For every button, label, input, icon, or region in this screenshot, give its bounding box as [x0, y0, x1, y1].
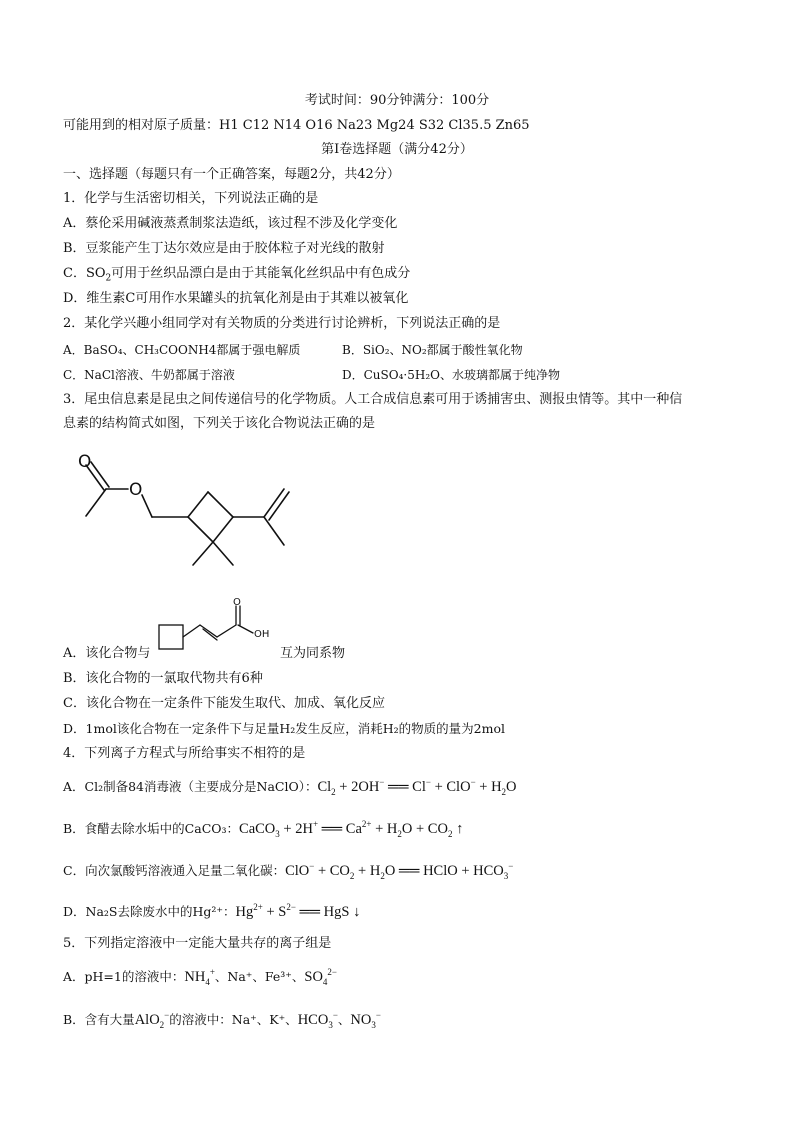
- q3-stem-line1: 3．尾虫信息素是昆虫之间传递信号的化学物质。人工合成信息素可用于诱捕害虫、测报虫情等。其中一种信: [63, 392, 683, 407]
- q3-option-a-structure: [153, 592, 278, 662]
- q5-b-prefix: B．含有大量: [63, 1012, 135, 1027]
- q3-option-a-suffix: 互为同系物: [280, 646, 346, 661]
- ester-o-label: O: [129, 480, 143, 500]
- q2-option-b: B．SiO₂、NO₂都属于酸性氧化物: [342, 343, 523, 357]
- q5-b-no3: $NO_3^-$: [350, 1010, 381, 1030]
- q5-a-ions: 、Na⁺、Fe³⁺、: [214, 969, 305, 984]
- q4-b-equation: CaCO$_3$ + 2H+ ══ $Ca^{2+} + H_2O + CO_2$ ↑: [239, 819, 464, 839]
- q1-option-b: B．豆浆能产生丁达尔效应是由于胶体粒子对光线的散射: [63, 241, 385, 256]
- q3-structure-diagram: [70, 445, 300, 570]
- q3-option-c: C．该化合物在一定条件下能发生取代、加成、氧化反应: [63, 696, 385, 711]
- q5-b-alo2: AlO$_2$−: [134, 1010, 170, 1030]
- q4-c-equation: $ClO^- + CO_2 + H_2O$ ══ HClO + $HCO_3^-$: [285, 861, 514, 881]
- q4-d-text: D．Na₂S去除废水中的Hg²⁺：: [63, 904, 236, 919]
- exam-time: 考试时间：90分钟满分：100分: [304, 93, 490, 108]
- q4-c-text: C．向次氯酸钙溶液通入足量二氧化碳：: [63, 863, 286, 878]
- q4-option-a: [63, 778, 517, 796]
- q5-option-a: [63, 968, 337, 986]
- q4-option-b: [63, 820, 463, 838]
- q5-b-hco3: $HCO_3^-$: [297, 1010, 338, 1030]
- q5-stem: 5．下列指定溶液中一定能大量共存的离子组是: [63, 936, 332, 951]
- q1-option-a: A．蔡伦采用碱液蒸煮制浆法造纸，该过程不涉及化学变化: [63, 216, 398, 231]
- q1-c-rest: 可用于丝织品漂白是由于其能氧化丝织品中有色成分: [111, 266, 411, 281]
- acid-o-label: O: [233, 597, 241, 608]
- q4-option-c: [63, 862, 513, 880]
- q3-option-a-prefix: A．该化合物与: [63, 646, 151, 661]
- section-title: 一、选择题（每题只有一个正确答案，每题2分，共42分）: [63, 167, 400, 182]
- q5-a-nh4: $NH_4^+$: [184, 967, 215, 987]
- q2-option-a: A．BaSO₄、CH₃COONH4都属于强电解质: [63, 343, 301, 357]
- q2-option-c: C．NaCl溶液、牛奶都属于溶液: [63, 368, 235, 382]
- q5-a-text: A．pH=1的溶液中：: [63, 969, 185, 984]
- q2-stem: 2．某化学兴趣小组同学对有关物质的分类进行讨论辨析，下列说法正确的是: [63, 316, 501, 331]
- q4-d-equation: $Hg^{2+} + S^{2-}$ ══ HgS ↓: [235, 902, 361, 920]
- q4-b-text: B．食醋去除水垢中的CaCO₃：: [63, 821, 240, 836]
- q1-stem: 1．化学与生活密切相关，下列说法正确的是: [63, 191, 319, 206]
- q4-option-d: [63, 903, 360, 921]
- q1-c-sub: 2: [105, 273, 112, 284]
- q4-a-equation: $Cl_2 + 2OH^-$ ══ $Cl^- + ClO^- + H_2O$: [317, 777, 517, 797]
- q4-stem: 4．下列离子方程式与所给事实不相符的是: [63, 746, 306, 761]
- q5-a-so4: $SO_4^{2-}$: [304, 967, 337, 987]
- part-title: 第Ⅰ卷选择题（满分42分）: [321, 142, 473, 157]
- q4-a-text: A．Cl₂制备84消毒液（主要成分是NaClO）：: [63, 779, 318, 794]
- q3-option-d: D．1mol该化合物在一定条件下与足量H₂发生反应，消耗H₂的物质的量为2mol: [63, 721, 506, 736]
- q3-stem-line2: 息素的结构简式如图，下列关于该化合物说法正确的是: [63, 416, 376, 431]
- q1-option-d: D．维生素C可用作水果罐头的抗氧化剂是由于其难以被氧化: [63, 291, 409, 306]
- q1-c-prefix: C．SO: [63, 266, 106, 281]
- acid-oh-label: OH: [254, 629, 270, 640]
- q5-option-b: B．含有大量AlO$_2$−的溶液中：Na⁺、K⁺、$HCO_3^-$、$NO_3^-$: [63, 1010, 381, 1030]
- q3-option-b: B．该化合物的一氯取代物共有6种: [63, 671, 263, 686]
- q5-b-mid: 的溶液中：Na⁺、K⁺、: [169, 1012, 298, 1027]
- atomic-masses: 可能用到的相对原子质量：H1 C12 N14 O16 Na23 Mg24 S32 Cl35.5 Zn65: [63, 118, 530, 133]
- q2-option-d: D．CuSO₄·5H₂O、水玻璃都属于纯净物: [342, 368, 560, 382]
- carbonyl-o-label: O: [78, 452, 92, 472]
- q1-option-c: [63, 265, 410, 283]
